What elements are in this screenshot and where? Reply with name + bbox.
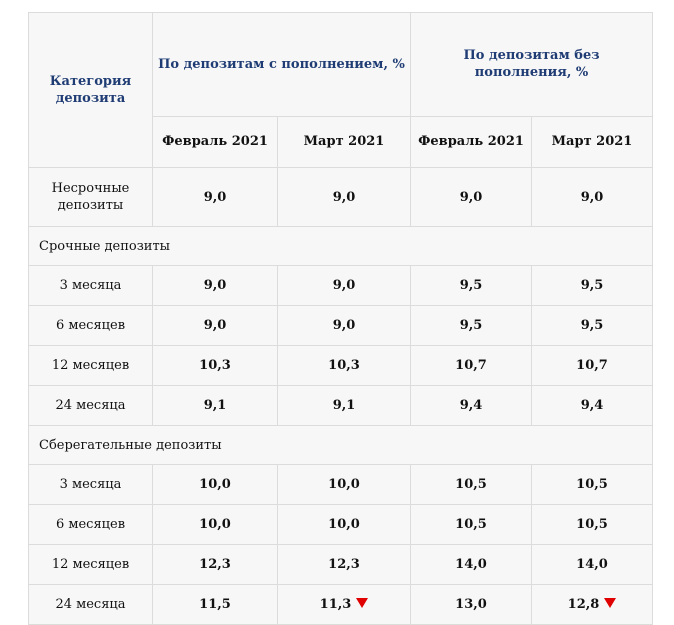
rate-cell: 9,5	[532, 266, 653, 306]
rate-value: 12,8	[567, 597, 600, 612]
row-label: 6 месяцев	[29, 505, 153, 545]
table-row	[29, 306, 653, 346]
row-label: 24 месяца	[29, 585, 153, 625]
rate-cell: 9,5	[411, 266, 532, 306]
rate-cell	[532, 585, 653, 625]
row-label: 12 месяцев	[29, 346, 153, 386]
rate-cell: 10,0	[278, 465, 411, 505]
rate-cell: 10,5	[532, 465, 653, 505]
section-row	[29, 426, 653, 465]
rate-cell: 9,0	[532, 168, 653, 227]
rate-cell: 9,5	[532, 306, 653, 346]
rate-value: 11,3	[319, 597, 352, 612]
row-label: 24 месяца	[29, 386, 153, 426]
section-label: Сберегательные депозиты	[29, 426, 653, 465]
rate-cell: 9,0	[153, 306, 278, 346]
rate-cell: 9,5	[411, 306, 532, 346]
rate-cell: 10,0	[278, 505, 411, 545]
rate-cell: 9,0	[278, 266, 411, 306]
row-label: 3 месяца	[29, 465, 153, 505]
rate-cell	[411, 585, 532, 625]
rate-cell: 10,7	[411, 346, 532, 386]
rate-cell: 9,4	[532, 386, 653, 426]
header-month: Февраль 2021	[411, 116, 532, 167]
table-row	[29, 346, 653, 386]
rate-cell: 10,0	[153, 505, 278, 545]
rate-cell: 9,0	[411, 168, 532, 227]
rate-cell: 9,0	[153, 266, 278, 306]
rate-cell: 10,3	[153, 346, 278, 386]
rate-cell: 10,0	[153, 465, 278, 505]
rate-cell: 9,0	[278, 306, 411, 346]
header-with-replenishment: По депозитам с пополнением, %	[153, 13, 411, 117]
rate-cell: 10,5	[411, 465, 532, 505]
rate-cell: 14,0	[411, 545, 532, 585]
table-row	[29, 545, 653, 585]
section-row	[29, 227, 653, 266]
rate-cell: 10,7	[532, 346, 653, 386]
section-label: Срочные депозиты	[29, 227, 653, 266]
table-row	[29, 168, 653, 227]
rate-cell: 9,4	[411, 386, 532, 426]
rate-cell: 10,3	[278, 346, 411, 386]
rate-cell: 9,1	[278, 386, 411, 426]
header-month: Март 2021	[532, 116, 653, 167]
rate-cell: 9,1	[153, 386, 278, 426]
rate-cell: 10,5	[532, 505, 653, 545]
rate-cell: 9,0	[153, 168, 278, 227]
table-row	[29, 465, 653, 505]
rate-cell: 12,3	[153, 545, 278, 585]
rate-cell: 9,0	[278, 168, 411, 227]
row-label: 6 месяцев	[29, 306, 153, 346]
header-month: Февраль 2021	[153, 116, 278, 167]
table-row	[29, 585, 653, 625]
rate-cell: 14,0	[532, 545, 653, 585]
header-without-replenishment: По депозитам без пополнения, %	[411, 13, 653, 117]
header-month: Март 2021	[278, 116, 411, 167]
row-label: 3 месяца	[29, 266, 153, 306]
rate-cell	[153, 585, 278, 625]
rate-cell	[278, 585, 411, 625]
rate-cell: 12,3	[278, 545, 411, 585]
table-row	[29, 266, 653, 306]
table-row	[29, 505, 653, 545]
deposit-rates-table	[28, 12, 653, 625]
rate-cell: 10,5	[411, 505, 532, 545]
row-label: 12 месяцев	[29, 545, 153, 585]
row-label: Несрочные депозиты	[29, 168, 153, 227]
table-row	[29, 386, 653, 426]
rate-value: 13,0	[455, 597, 487, 612]
rate-value: 11,5	[199, 597, 231, 612]
header-category: Категория депозита	[29, 13, 153, 168]
